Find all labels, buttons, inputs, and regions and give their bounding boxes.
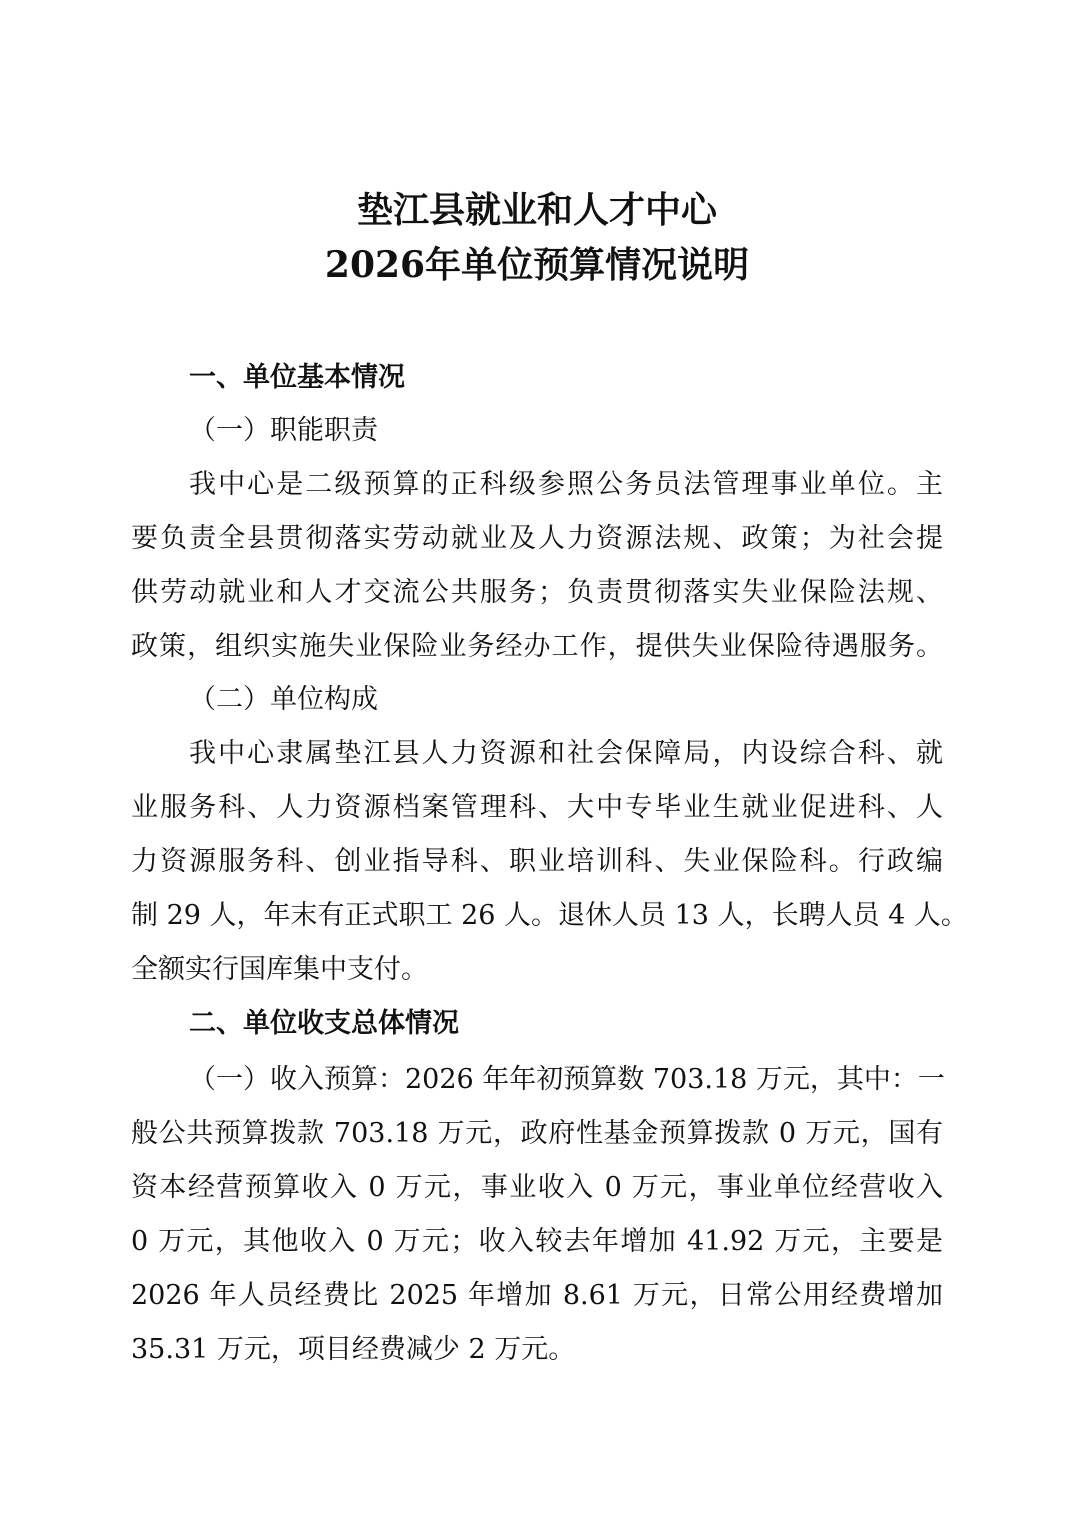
- document-title-line1: 垫江县就业和人才中心: [356, 189, 717, 231]
- paragraph-line: 要负责全县贯彻落实劳动就业及人力资源法规、政策；为社会提: [131, 523, 943, 554]
- section2-heading: 二、单位收支总体情况: [189, 1008, 459, 1039]
- section1-sub1-heading: （一）职能职责: [189, 415, 378, 446]
- paragraph-line: 制 29 人，年末有正式职工 26 人。退休人员 13 人，长聘人员 4 人。: [131, 900, 968, 931]
- paragraph-line: 我中心是二级预算的正科级参照公务员法管理事业单位。主: [189, 469, 943, 500]
- paragraph-line: 全额实行国库集中支付。: [131, 954, 428, 985]
- paragraph-line: 0 万元，其他收入 0 万元；收入较去年增加 41.92 万元，主要是: [131, 1226, 943, 1257]
- paragraph-line: 般公共预算拨款 703.18 万元，政府性基金预算拨款 0 万元，国有: [131, 1118, 943, 1149]
- paragraph-line: 供劳动就业和人才交流公共服务；负责贯彻落实失业保险法规、: [131, 577, 943, 608]
- section1-sub2-heading: （二）单位构成: [189, 684, 378, 715]
- paragraph-line: 35.31 万元，项目经费减少 2 万元。: [131, 1334, 576, 1365]
- section1-heading: 一、单位基本情况: [189, 362, 405, 393]
- paragraph-line: 我中心隶属垫江县人力资源和社会保障局，内设综合科、就: [189, 738, 943, 769]
- paragraph-line: 资本经营预算收入 0 万元，事业收入 0 万元，事业单位经营收入: [131, 1172, 943, 1203]
- paragraph-line: 力资源服务科、创业指导科、职业培训科、失业保险科。行政编: [131, 846, 943, 877]
- paragraph-line: 政策，组织实施失业保险业务经办工作，提供失业保险待遇服务。: [131, 631, 943, 662]
- paragraph-line: （一）收入预算：2026 年年初预算数 703.18 万元，其中：一: [189, 1064, 945, 1095]
- paragraph-line: 2026 年人员经费比 2025 年增加 8.61 万元，日常公用经费增加: [131, 1280, 943, 1311]
- paragraph-line: 业服务科、人力资源档案管理科、大中专毕业生就业促进科、人: [131, 792, 943, 823]
- document-title-line2: 2026年单位预算情况说明: [324, 244, 750, 286]
